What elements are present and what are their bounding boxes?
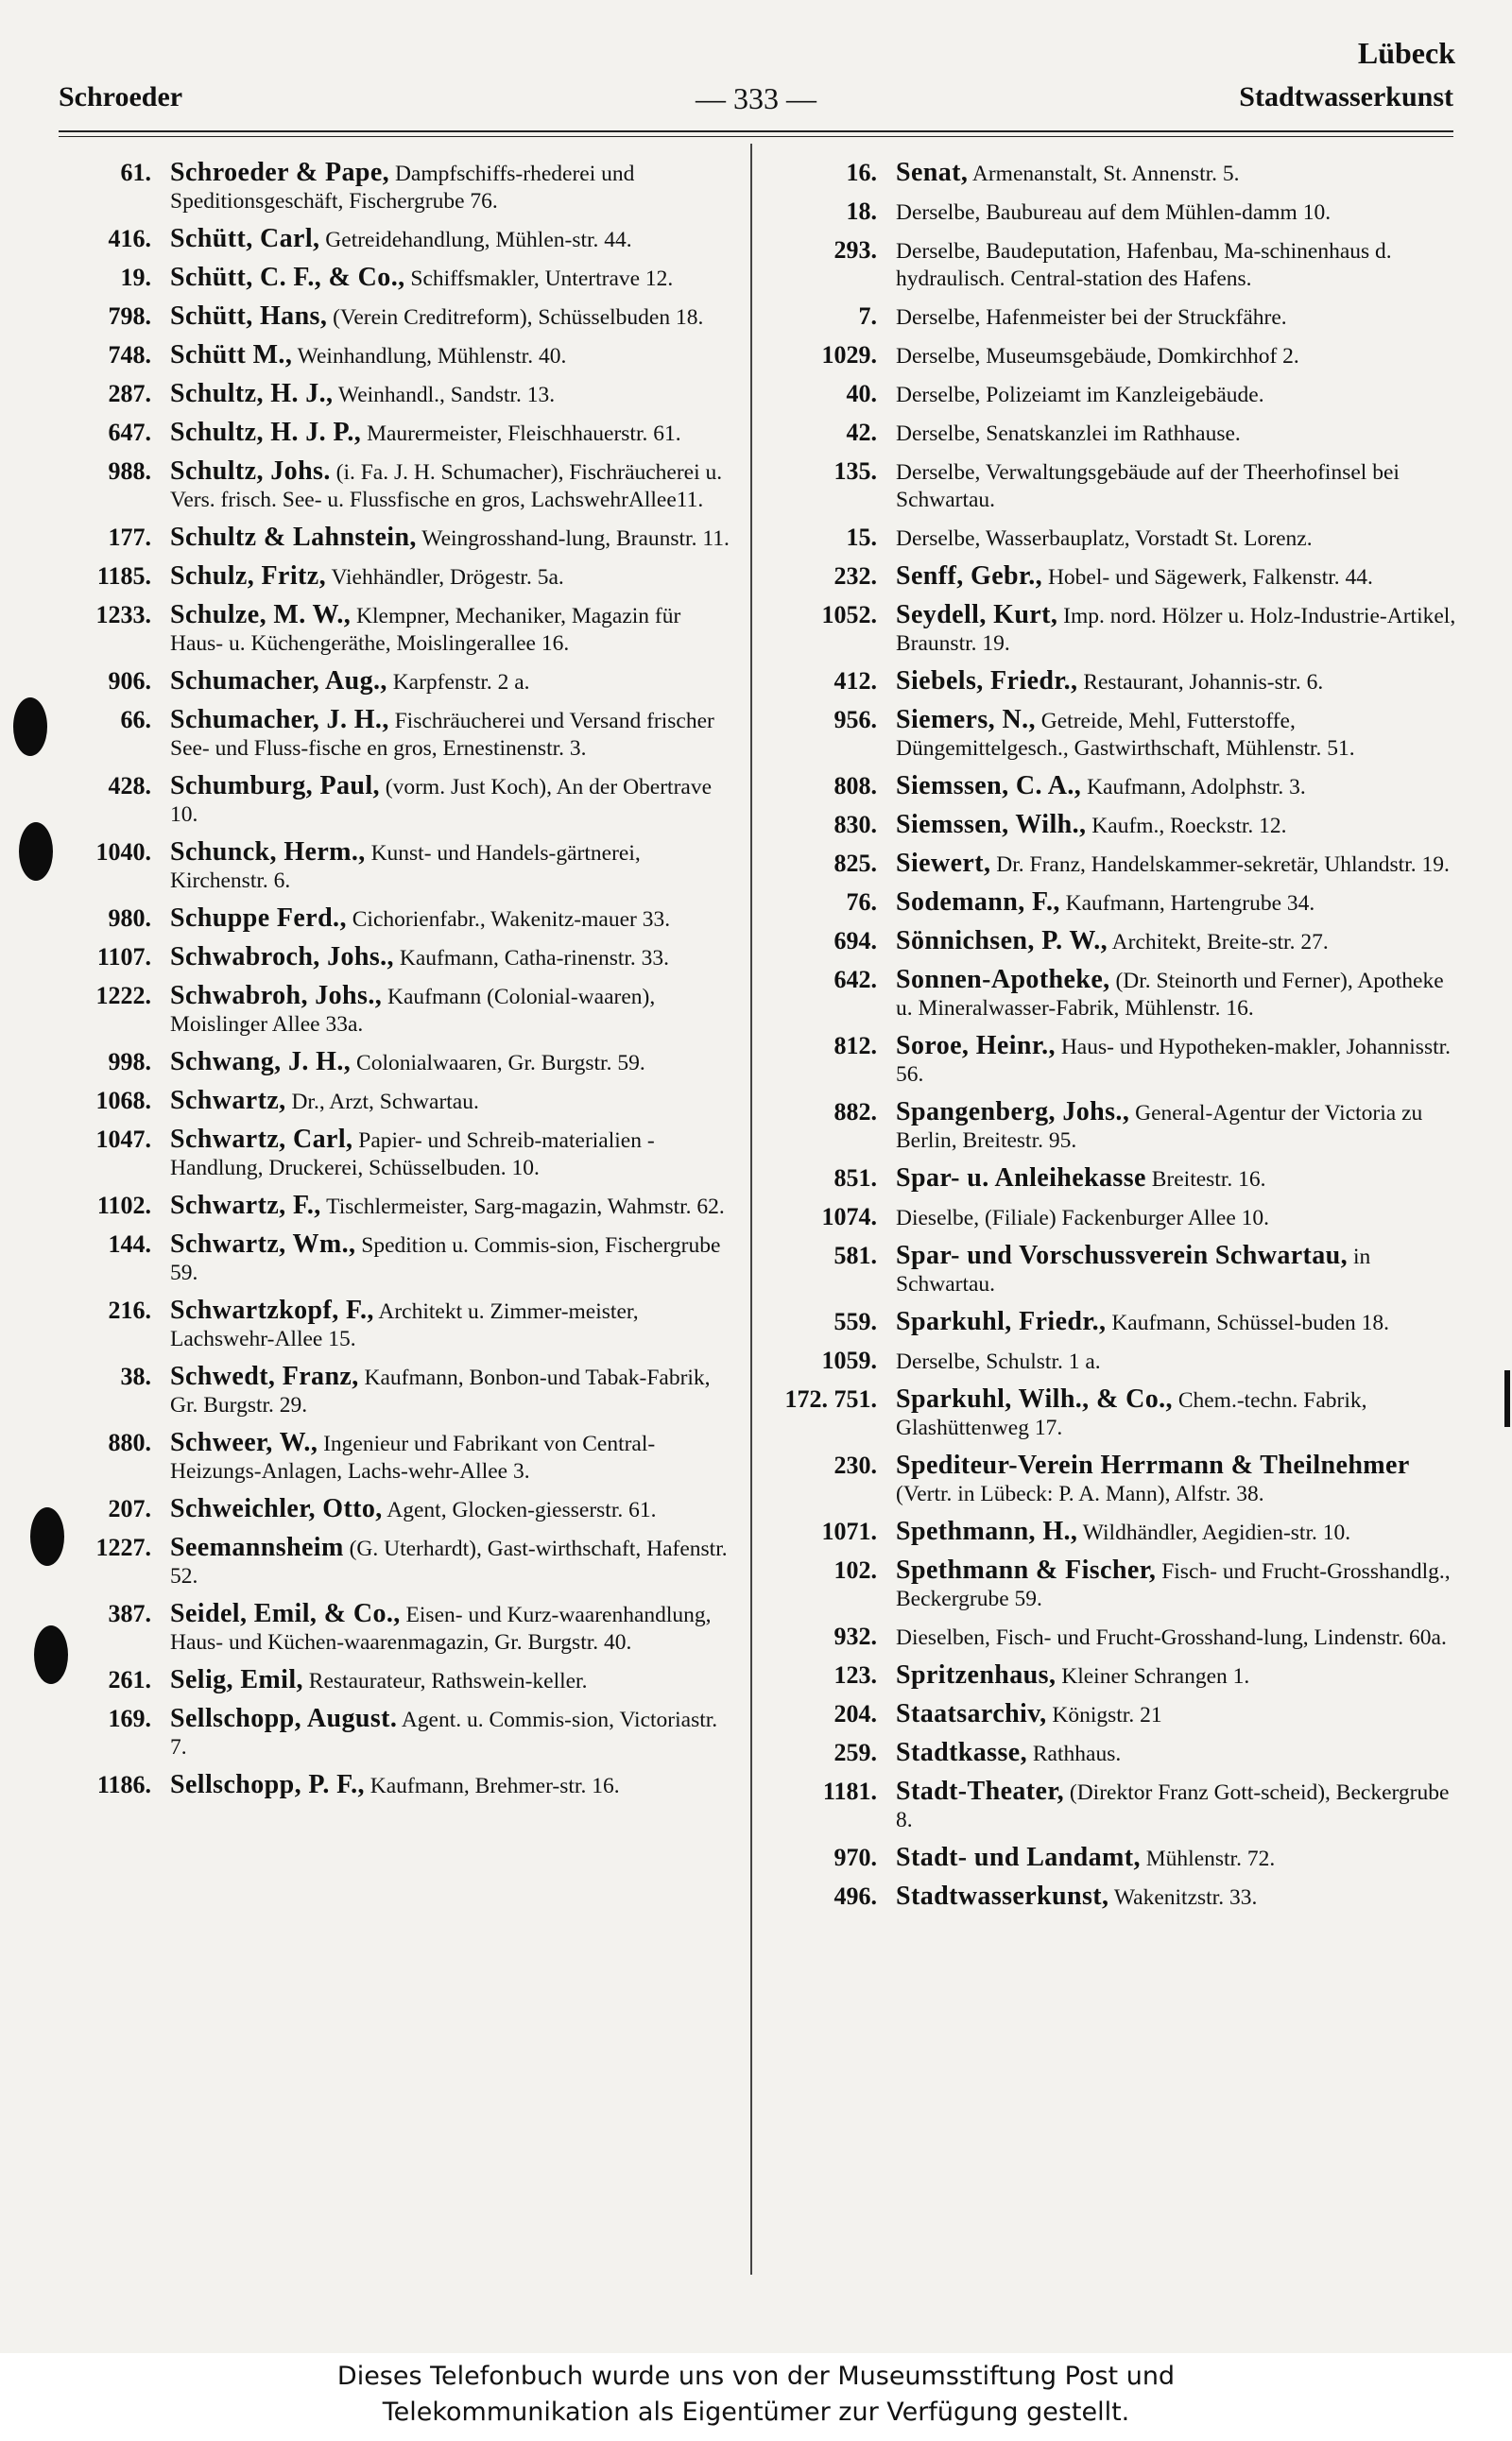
subscriber-details: General-Agentur der Victoria zu Berlin, Breitestr. 95. [896,1101,1423,1153]
directory-entry [773,1203,1457,1232]
phone-number: 970. [833,1844,877,1871]
directory-entry [773,1347,1457,1376]
phone-number: 169. [108,1705,151,1732]
phone-number: 882. [833,1098,877,1126]
subscriber-details: Dieselben, Fisch- und Frucht-Grosshand-lung, Lindenstr. 60a. [896,1625,1447,1650]
phone-number: 647. [108,419,151,446]
subscriber-details: Derselbe, Hafenmeister bei der Struckfähre. [896,305,1287,330]
directory-entry [773,1739,1457,1768]
subscriber-details: Kaufmann, Bonbon-und Tabak-Fabrik, Gr. Burgstr. 29. [170,1366,711,1418]
phone-number: 123. [833,1661,877,1689]
subscriber-name: Schütt, Carl, [170,224,320,253]
directory-entry [47,341,739,370]
subscriber-name: Spritzenhaus, [896,1660,1057,1690]
directory-entry [47,524,739,553]
directory-entry [47,562,739,592]
subscriber-details: Spedition u. Commis-sion, Fischergrube 59. [170,1233,721,1285]
phone-number: 177. [108,524,151,551]
subscriber-details: Viehhändler, Drögestr. 5a. [326,565,564,590]
phone-number: 559. [833,1308,877,1335]
subscriber-name: Schweer, W., [170,1428,318,1457]
phone-number: 1102. [96,1192,151,1219]
directory-entry [47,1600,739,1657]
subscriber-name: Stadt-Theater, [896,1777,1065,1806]
subscriber-name: Soroe, Heinr., [896,1031,1056,1060]
phone-number: 988. [108,457,151,485]
directory-entry [773,888,1457,918]
directory-entry [773,1844,1457,1873]
subscriber-details: Rathhaus. [1027,1742,1122,1766]
subscriber-name: Schwedt, Franz, [170,1362,359,1391]
directory-entry [47,1087,739,1116]
subscriber-name: Staatsarchiv, [896,1699,1047,1728]
directory-entry [47,1126,739,1182]
subscriber-name: Siewert, [896,849,991,878]
directory-entry [773,341,1457,370]
subscriber-details: Getreide, Mehl, Futterstoffe, Düngemittelgesch., Gastwirthschaft, Mühlenstr. 51. [896,709,1355,761]
subscriber-details: Wildhändler, Aegidien-str. 10. [1077,1521,1351,1545]
subscriber-name: Sparkuhl, Friedr., [896,1307,1107,1336]
phone-number: 38. [120,1363,151,1390]
directory-entry [773,1700,1457,1729]
subscriber-name: Spethmann & Fischer, [896,1556,1157,1585]
subscriber-details: Restaurateur, Rathswein-keller. [302,1669,588,1693]
subscriber-details: Tischlermeister, Sarg-magazin, Wahmstr. 62. [320,1195,725,1219]
header-rule [59,130,1453,132]
phone-number: 906. [108,667,151,695]
directory-entry [773,562,1457,592]
phone-number: 259. [833,1739,877,1766]
phone-number: 76. [846,888,877,916]
directory-entry [773,1098,1457,1155]
subscriber-name: Schunck, Herm., [170,837,366,867]
subscriber-name: Schumacher, Aug., [170,666,387,696]
phone-number: 1047. [95,1126,151,1153]
phone-number: 812. [833,1032,877,1059]
city-corner-label: Lübeck [1357,36,1455,70]
subscriber-name: Schultz, Johs. [170,456,331,486]
phone-number: 1186. [96,1771,151,1798]
subscriber-name: Sönnichsen, P. W., [896,926,1108,955]
phone-number: 808. [833,772,877,799]
subscriber-details: Derselbe, Baubureau auf dem Mühlen-damm 10. [896,200,1332,225]
subscriber-details: Fischräucherei und Versand frischer See- und Fluss-fische en gros, Ernestinenstr. 3. [170,709,714,761]
phone-number: 428. [108,772,151,799]
subscriber-details: Armenanstalt, St. Annenstr. 5. [968,162,1240,186]
directory-entry [773,1661,1457,1691]
directory-entry [47,772,739,829]
subscriber-name: Schumburg, Paul, [170,771,380,800]
directory-entry [47,1048,739,1077]
subscriber-details: Fisch- und Frucht-Grosshandlg., Beckergrube 59. [896,1559,1451,1611]
subscriber-details: (vorm. Just Koch), An der Obertrave 10. [170,775,713,827]
subscriber-name: Schwartzkopf, F., [170,1296,374,1325]
subscriber-details: Kaufmann, Schüssel-buden 18. [1106,1311,1390,1335]
phone-number: 932. [833,1623,877,1650]
directory-entry [47,419,739,448]
phone-number: 980. [108,904,151,932]
directory-entry [773,1308,1457,1337]
phone-number: 581. [833,1242,877,1269]
subscriber-name: Schütt, C. F., & Co., [170,263,405,292]
phone-number: 1040. [95,838,151,866]
phone-number: 232. [833,562,877,590]
directory-entry [773,419,1457,448]
subscriber-details: Cichorienfabr., Wakenitz-mauer 33. [346,907,671,932]
directory-entry [773,1242,1457,1298]
subscriber-details: Weinhandl., Sandstr. 13. [333,383,556,407]
footer-notice [0,2353,1512,2441]
phone-number: 293. [833,236,877,264]
directory-entry [773,380,1457,409]
punch-hole [30,1507,64,1566]
phone-number: 1074. [821,1203,877,1230]
directory-entry [47,904,739,934]
subscriber-name: Schroeder & Pape, [170,158,390,187]
directory-entry [47,302,739,332]
phone-number: 172. 751. [784,1385,877,1413]
subscriber-name: Schütt M., [170,340,293,370]
directory-entry [47,264,739,293]
subscriber-details: Derselbe, Museumsgebäude, Domkirchhof 2. [896,344,1299,369]
phone-number: 16. [846,159,877,186]
subscriber-details: (Dr. Steinorth und Ferner), Apotheke u. Mineralwasser-Fabrik, Mühlenstr. 16. [896,969,1444,1021]
subscriber-details: Maurermeister, Fleischhauerstr. 61. [361,421,681,446]
subscriber-name: Sellschopp, P. F., [170,1770,365,1799]
subscriber-name: Sparkuhl, Wilh., & Co., [896,1384,1173,1414]
subscriber-name: Sellschopp, August. [170,1704,398,1733]
phone-number: 830. [833,811,877,838]
subscriber-details: Architekt u. Zimmer-meister, Lachswehr-Allee 15. [170,1299,639,1351]
directory-entry [47,982,739,1039]
subscriber-name: Schwang, J. H., [170,1047,352,1076]
subscriber-details: Kaufmann, Adolphstr. 3. [1081,775,1306,799]
phone-number: 1071. [821,1518,877,1545]
phone-number: 1052. [821,601,877,628]
subscriber-details: Imp. nord. Hölzer u. Holz-Industrie-Artikel, Braunstr. 19. [896,604,1456,656]
directory-entry [47,706,739,763]
phone-number: 1185. [96,562,151,590]
subscriber-name: Seidel, Emil, & Co., [170,1599,401,1628]
subscriber-name: Schultz & Lahnstein, [170,523,417,552]
phone-number: 287. [108,380,151,407]
subscriber-name: Siemssen, C. A., [896,771,1082,800]
directory-entry [47,943,739,972]
subscriber-details: Haus- und Hypotheken-makler, Johannisstr. 56. [896,1035,1452,1087]
directory-entry [47,1705,739,1762]
phone-number: 748. [108,341,151,369]
phone-number: 216. [108,1297,151,1324]
subscriber-name: Sodemann, F., [896,887,1060,917]
footer-line-1: Dieses Telefonbuch wurde uns von der Museumsstiftung Post und [336,2362,1176,2391]
directory-entry [773,159,1457,188]
subscriber-name: Seydell, Kurt, [896,600,1058,629]
directory-entry [773,706,1457,763]
subscriber-details: Schiffsmakler, Untertrave 12. [404,266,674,291]
phone-number: 412. [833,667,877,695]
subscriber-name: Seemannsheim [170,1533,344,1562]
phone-number: 880. [108,1429,151,1456]
directory-entry [47,1666,739,1695]
directory-entry [773,1518,1457,1547]
directory-entry [47,225,739,254]
directory-entry [773,927,1457,956]
directory-entry [773,198,1457,227]
right-column [773,159,1457,1921]
phone-number: 387. [108,1600,151,1627]
directory-entry [773,457,1457,514]
subscriber-details: Getreidehandlung, Mühlen-str. 44. [319,228,632,252]
subscriber-name: Siemssen, Wilh., [896,810,1087,839]
subscriber-name: Stadtwasserkunst, [896,1882,1109,1911]
subscriber-details: Klempner, Mechaniker, Magazin für Haus- u. Küchengeräthe, Moislingerallee 16. [170,604,681,656]
phone-number: 66. [120,706,151,733]
directory-entry [773,1032,1457,1089]
subscriber-details: Kleiner Schrangen 1. [1056,1664,1250,1689]
subscriber-details: Dieselbe, (Filiale) Fackenburger Allee 10. [896,1206,1270,1230]
directory-entry [47,1771,739,1800]
subscriber-details: Derselbe, Verwaltungsgebäude auf der Theerhofinsel bei Schwartau. [896,460,1400,512]
subscriber-name: Schwabroch, Johs., [170,942,394,971]
subscriber-name: Schwartz, F., [170,1191,321,1220]
directory-entry [773,811,1457,840]
phone-number: 642. [833,966,877,993]
directory-entry [47,1429,739,1486]
subscriber-details: Wakenitzstr. 33. [1108,1885,1258,1910]
directory-entry [47,667,739,696]
subscriber-name: Schultz, H. J., [170,379,334,408]
subscriber-name: Spediteur-Verein Herrmann & Theilnehmer [896,1451,1410,1480]
phone-number: 851. [833,1164,877,1192]
directory-entry [773,1623,1457,1652]
directory-entry [47,1297,739,1353]
subscriber-details: (Vertr. in Lübeck: P. A. Mann), Alfstr. 38. [896,1482,1264,1506]
phone-number: 694. [833,927,877,954]
directory-entry [47,159,739,215]
phone-number: 7. [858,302,877,330]
left-column [47,159,739,1810]
phone-number: 798. [108,302,151,330]
header-right-keyword: Stadtwasserkunst [1239,81,1453,112]
phone-number: 1233. [95,601,151,628]
directory-entry [773,1452,1457,1508]
subscriber-details: Eisen- und Kurz-waarenhandlung, Haus- und Küchen-waarenmagazin, Gr. Burgstr. 40. [170,1603,712,1655]
phone-number: 144. [108,1230,151,1258]
directory-entry [773,524,1457,553]
subscriber-name: Schwabroh, Johs., [170,981,383,1010]
phone-number: 42. [846,419,877,446]
phone-number: 1227. [95,1534,151,1561]
subscriber-details: Weinhandlung, Mühlenstr. 40. [292,344,567,369]
directory-entry [773,772,1457,801]
subscriber-details: Colonialwaaren, Gr. Burgstr. 59. [351,1051,645,1075]
subscriber-details: Kunst- und Handels-gärtnerei, Kirchenstr. 6. [170,841,641,893]
directory-entry [773,850,1457,879]
phone-number: 102. [833,1556,877,1584]
subscriber-details: Architekt, Breite-str. 27. [1108,930,1329,954]
directory-entry [773,1164,1457,1194]
subscriber-details: Agent, Glocken-giesserstr. 61. [382,1498,657,1522]
directory-entry [47,1534,739,1590]
subscriber-name: Schumacher, J. H., [170,705,389,734]
subscriber-details: Weingrosshand-lung, Braunstr. 11. [416,526,730,551]
subscriber-name: Spar- und Vorschussverein Schwartau, [896,1241,1349,1270]
subscriber-details: Dampfschiffs-rhederei und Speditionsgeschäft, Fischergrube 76. [170,162,635,214]
directory-entry [47,380,739,409]
phone-number: 19. [120,264,151,291]
subscriber-details: Dr. Franz, Handelskammer-sekretär, Uhlandstr. 19. [990,852,1450,877]
punch-hole [19,822,53,881]
subscriber-details: Dr., Arzt, Schwartau. [285,1090,479,1114]
directory-entry [773,1882,1457,1912]
subscriber-name: Schulze, M. W., [170,600,352,629]
subscriber-name: Schulz, Fritz, [170,561,327,591]
header-rule-thin [59,136,1453,137]
footer-line-2: Telekommunikation als Eigentümer zur Verfügung gestellt. [382,2398,1130,2427]
column-divider [750,144,752,2275]
subscriber-details: Kaufmann, Catha-rinenstr. 33. [393,946,670,971]
phone-number: 1181. [822,1778,877,1805]
phone-number: 825. [833,850,877,877]
phone-number: 18. [846,198,877,225]
subscriber-name: Siemers, N., [896,705,1036,734]
subscriber-name: Schultz, H. J. P., [170,418,362,447]
subscriber-details: Derselbe, Senatskanzlei im Rathhause. [896,421,1241,446]
page-number: — 333 — [696,81,816,115]
page-edge-mark [1504,1370,1510,1427]
directory-entry [773,302,1457,332]
subscriber-name: Schwartz, [170,1086,286,1115]
phone-number: 1107. [96,943,151,971]
subscriber-name: Schuppe Ferd., [170,903,347,933]
phone-number: 261. [108,1666,151,1693]
punch-hole [13,697,47,756]
directory-entry [773,667,1457,696]
subscriber-details: Papier- und Schreib-materialien - Handlung, Druckerei, Schüsselbuden. 10. [170,1128,655,1180]
subscriber-details: Derselbe, Baudeputation, Hafenbau, Ma-schinenhaus d. hydraulisch. Central-station des Hafens. [896,239,1392,291]
subscriber-details: Kaufmann (Colonial-waaren), Moislinger Allee 33a. [170,985,656,1037]
subscriber-details: Agent. u. Commis-sion, Victoriastr. 7. [170,1708,718,1760]
subscriber-details: Ingenieur und Fabrikant von Central-Heizungs-Anlagen, Lachs-wehr-Allee 3. [170,1432,656,1484]
subscriber-details: in Schwartau. [896,1245,1371,1297]
subscriber-details: Karpfenstr. 2 a. [387,670,530,695]
subscriber-details: Derselbe, Polizeiamt im Kanzleigebäude. [896,383,1264,407]
subscriber-name: Schwartz, Carl, [170,1125,353,1154]
subscriber-details: Breitestr. 16. [1145,1167,1266,1192]
subscriber-name: Stadt- und Landamt, [896,1843,1141,1872]
subscriber-details: (Verein Creditreform), Schüsselbuden 18. [327,305,704,330]
subscriber-details: (i. Fa. J. H. Schumacher), Fischräucherei u. Vers. frisch. See- u. Flussfische en gros, LachswehrAllee11. [170,460,723,512]
phone-number: 1222. [95,982,151,1009]
subscriber-name: Spangenberg, Johs., [896,1097,1130,1126]
directory-entry [47,1192,739,1221]
directory-entry [47,457,739,514]
subscriber-name: Spar- u. Anleihekasse [896,1163,1146,1193]
subscriber-details: Kaufm., Roeckstr. 12. [1086,814,1287,838]
phone-number: 207. [108,1495,151,1522]
subscriber-name: Sonnen-Apotheke, [896,965,1110,994]
subscriber-name: Senat, [896,158,969,187]
subscriber-details: Chem.-techn. Fabrik, Glashüttenweg 17. [896,1388,1367,1440]
subscriber-details: Königstr. 21 [1046,1703,1162,1728]
directory-entry [773,1556,1457,1613]
subscriber-details: (G. Uterhardt), Gast-wirthschaft, Hafenstr. 52. [170,1537,728,1589]
subscriber-name: Selig, Emil, [170,1665,303,1694]
subscriber-details: (Direktor Franz Gott-scheid), Beckergrube 8. [896,1780,1450,1832]
directory-entry [773,601,1457,658]
subscriber-details: Hobel- und Sägewerk, Falkenstr. 44. [1042,565,1373,590]
directory-entry [47,1363,739,1419]
header-left-keyword: Schroeder [59,81,183,112]
subscriber-name: Senff, Gebr., [896,561,1043,591]
subscriber-name: Stadtkasse, [896,1738,1027,1767]
punch-hole [34,1625,68,1684]
directory-entry [773,1778,1457,1834]
phone-number: 1059. [821,1347,877,1374]
phone-number: 135. [833,457,877,485]
phone-number: 15. [846,524,877,551]
phone-number: 416. [108,225,151,252]
subscriber-name: Schütt, Hans, [170,301,328,331]
directory-entry [47,838,739,895]
phone-number: 40. [846,380,877,407]
subscriber-details: Derselbe, Schulstr. 1 a. [896,1349,1101,1374]
phone-number: 496. [833,1882,877,1910]
subscriber-name: Siebels, Friedr., [896,666,1078,696]
directory-entry [773,966,1457,1023]
subscriber-name: Spethmann, H., [896,1517,1078,1546]
phone-number: 204. [833,1700,877,1728]
subscriber-details: Mühlenstr. 72. [1140,1847,1276,1871]
subscriber-details: Kaufmann, Brehmer-str. 16. [364,1774,620,1798]
phone-number: 956. [833,706,877,733]
phone-number: 1068. [95,1087,151,1114]
subscriber-details: Restaurant, Johannis-str. 6. [1077,670,1324,695]
directory-entry [47,1230,739,1287]
directory-entry [773,236,1457,293]
phone-number: 1029. [821,341,877,369]
subscriber-name: Schwartz, Wm., [170,1229,356,1259]
directory-entry [773,1385,1457,1442]
directory-entry [47,601,739,658]
phone-number: 61. [120,159,151,186]
phone-number: 230. [833,1452,877,1479]
subscriber-name: Schweichler, Otto, [170,1494,383,1523]
directory-entry [47,1495,739,1524]
running-header [59,81,1453,123]
subscriber-details: Derselbe, Wasserbauplatz, Vorstadt St. Lorenz. [896,526,1313,551]
phone-number: 998. [108,1048,151,1075]
subscriber-details: Kaufmann, Hartengrube 34. [1059,891,1315,916]
